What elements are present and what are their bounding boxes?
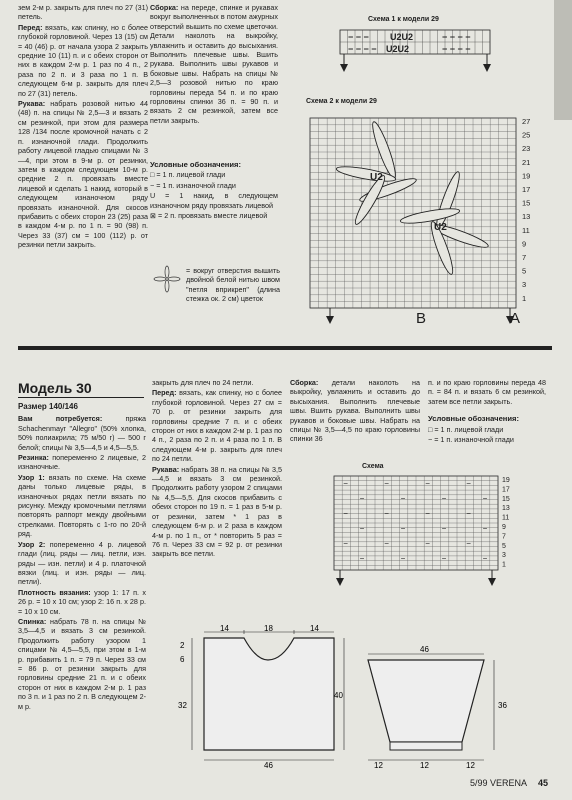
paragraph-text: детали наколоть на выкройку, увлажнить и оставить до высыхания. Выполнить плечевые швы. Вшить рукава. Выполнить швы рукавов и боковые швы. Набрать на спицы № 3,5—4,5 по краю горловины спинки 36 — [290, 378, 420, 444]
flower-symbol-icon — [152, 264, 182, 294]
bottom-column-2 — [152, 378, 282, 560]
scheme-diagram — [330, 472, 510, 590]
paragraph-heading: Рукава: — [18, 99, 46, 109]
paragraph — [18, 617, 146, 711]
row-number: 27 — [522, 117, 531, 126]
sleeve-dim-bottom-l: 12 — [374, 761, 383, 770]
legend-item: − = 1 п. изнаночной глади — [150, 180, 236, 190]
bottom-column-4 — [428, 378, 546, 445]
purl-mark: − — [359, 524, 365, 533]
svg-text:U2: U2 — [434, 222, 447, 233]
row-number: 5 — [522, 266, 527, 276]
purl-mark: − — [482, 554, 488, 563]
dim-right: 40 — [334, 691, 343, 700]
svg-text:U2U2: U2U2 — [390, 32, 414, 42]
row-number: 7 — [502, 533, 506, 541]
purl-mark: − — [441, 494, 447, 503]
footer-issue: 5/99 VERENA — [470, 778, 528, 788]
paragraph-text: на переде, спинке и рукавах вокруг выполненных в потом ажурных отверстий вышить по схеме цветочки. Детали наколоть на выкройку, увлажнить и оставить до высыхания. Выполнить плечевые швы. Вшить рукава. Выполнить швы рукавов и боковые швы. Набрать на спицы № 2,5—3 розовой нитью по краю горловины переда 54 п. и по краю горловины спинки 36 п. = 90 п. и вязать 2 см резинкой, затем все петли закрыть. — [150, 3, 278, 125]
purl-mark: − — [425, 509, 430, 518]
row-number: 15 — [502, 495, 510, 503]
top-legend — [150, 160, 278, 221]
row-number: 5 — [502, 542, 506, 550]
paragraph-text: узор 1: 17 п. x 26 р. = 10 x 10 см; узор 2: 16 п. x 28 р. = 10 x 10 см. — [18, 587, 146, 616]
purl-mark: − — [343, 479, 348, 488]
paragraph-text: набрать 78 п. на спицы № 3,5—4,5 и вязать 3 см резинкой. Продолжить работу узором 1 спицами № 4,5—5,5, при этом в 1-м р. прибавить 1 п. = 79 п. Через 33 см = 86 р. от резинки закрыть для горловины средние 21 п. и с обеих сторон от них в каждом 2-м р. 1 раз по 3 п. и 1 раз по 2 п. В следующем 2-м р. — [18, 616, 146, 711]
paragraph — [18, 99, 148, 250]
paragraph — [152, 378, 282, 387]
paragraph — [18, 23, 148, 98]
row-number: 25 — [522, 130, 531, 140]
paragraph-text: вязать по схеме. На схеме даны только лицевые ряды, в изнаночных рядах петли вязать по рисунку. Между кромочными петлями повторять раппорт между двойными стрелками. Повторять с 1-го по 20-й ряд. — [18, 472, 146, 539]
sleeve-dim-bottom-m: 12 — [420, 761, 429, 770]
page-edge-tab — [554, 0, 572, 120]
dim-left-a: 2 — [180, 641, 185, 650]
row-number: 1 — [502, 561, 506, 569]
row-number: 13 — [522, 212, 531, 222]
purl-mark: − — [343, 539, 348, 548]
section-divider — [18, 346, 552, 350]
purl-mark: − — [400, 524, 406, 533]
paragraph — [18, 540, 146, 587]
paragraph — [152, 388, 282, 463]
row-number: 9 — [522, 239, 527, 249]
paragraph-heading: Рукава: — [152, 464, 180, 474]
flower-legend — [186, 266, 280, 305]
row-number: 3 — [522, 280, 527, 290]
paragraph-heading: Вам потребуется: — [18, 414, 103, 424]
paragraph-heading: Плотность вязания: — [18, 587, 91, 597]
dim-left-b: 6 — [180, 655, 185, 664]
paragraph — [18, 473, 146, 539]
legend-item: □ = 1 п. лицевой глади — [150, 170, 226, 180]
paragraph-text: попеременно 4 р. лицевой глади (лиц. ряды — лиц. петли, изн. ряды — изн. петли) и 4 р. платочной вязки (лиц. и изн. ряды — лиц. петли). — [18, 539, 146, 587]
paragraph-text: пряжа Schachenmayr "Allegro" (50% хлопка, 50% полиакрила; 75 м/50 г) — 500 г белой; спицы № 3,5—4,5 и 4,5—5,5. — [18, 414, 146, 452]
purl-mark: − — [482, 494, 488, 503]
legend-title: Условные обозначения: — [150, 160, 242, 169]
scheme2-label-b: B — [416, 310, 427, 327]
row-number: 1 — [522, 293, 527, 303]
purl-mark: − — [482, 524, 488, 533]
row-number: 17 — [522, 185, 531, 194]
scheme1-title: Схема 1 к модели 29 — [368, 16, 439, 23]
row-number: 3 — [502, 552, 506, 560]
paragraph-heading: Сборка: — [290, 378, 319, 387]
purl-mark: − — [400, 494, 406, 503]
title-underline — [18, 397, 144, 398]
purl-mark: − — [359, 494, 365, 503]
paragraph-text: зем 2-м р. закрыть для плеч по 27 (31) петель. — [18, 3, 148, 22]
paragraph — [290, 378, 420, 444]
bottom-column-3 — [290, 378, 420, 445]
scheme2-label-a: A — [510, 310, 521, 327]
purl-mark: − — [359, 554, 365, 563]
dim-bottom: 46 — [264, 761, 273, 770]
paragraph-text: набрать 38 п. на спицы № 3,5—4,5 и вязать 3 см резинкой. Продолжить работу узором 2 спицами № 4,5—5,5. Для скосов прибавить с обеих сторон по 19 п. = 1 раз в 5-м р. от резинки, затем * 1 раз в следующем 6-м р. и 2 раза в каждом 4-м р. по 1 п., от * повторить 5 раз = 76 п. Через 33 см = 92 р. от резинки закрыть все петли. — [152, 464, 282, 559]
purl-mark: − — [466, 539, 471, 548]
legend-item: U = 1 накид, в следующем изнаночном ряду провязать лицевой — [150, 191, 278, 210]
paragraph-heading: Узор 2: — [18, 539, 46, 549]
dim-top-mid: 18 — [264, 624, 273, 633]
body-pattern-diagram — [178, 624, 354, 770]
purl-mark: − — [384, 479, 389, 488]
scheme2-diagram — [300, 108, 548, 338]
paragraph-heading: Перед: — [152, 388, 177, 398]
row-number: 13 — [502, 505, 510, 513]
flower-legend-text: = вокруг отверстия вышить двойной белой нитью швом "петля вприкреп" (длина стежка ок. 2 см) цветок — [186, 266, 280, 304]
legend-item: □ = 1 п. лицевой глади — [428, 424, 504, 434]
row-number: 11 — [522, 225, 530, 235]
legend-item: − = 1 п. изнаночной глади — [428, 435, 514, 445]
sleeve-pattern-diagram — [362, 646, 522, 768]
row-number: 17 — [502, 486, 510, 494]
size-label: Размер 140/146 — [18, 402, 78, 411]
svg-text:− − − −: − − − − — [348, 44, 377, 54]
scheme-title: Схема — [362, 463, 384, 470]
top-column-2 — [150, 3, 278, 126]
page-number: 45 — [538, 778, 549, 788]
paragraph-heading: Узор 1: — [18, 472, 45, 482]
top-column-1 — [18, 3, 148, 251]
paragraph-text: попеременно 2 лицевые, 2 изнаночные. — [18, 453, 146, 472]
paragraph — [18, 3, 148, 22]
paragraph-heading: Сборка: — [150, 3, 179, 12]
purl-mark: − — [400, 554, 406, 563]
row-number: 19 — [522, 171, 531, 181]
paragraph-heading: Перед: — [18, 22, 43, 32]
paragraph-text: п. и по краю горловины переда 48 п. = 84 п. и вязать 6 см резинкой, затем все петли закрыть. — [428, 378, 546, 406]
purl-mark: − — [466, 479, 471, 488]
row-number: 23 — [522, 144, 531, 154]
paragraph — [152, 465, 282, 559]
row-number: 15 — [522, 198, 531, 208]
purl-mark: − — [425, 539, 430, 548]
purl-mark: − — [384, 539, 389, 548]
paragraph-text: закрыть для плеч по 24 петли. — [152, 378, 254, 387]
dim-top-right: 14 — [310, 624, 319, 633]
paragraph — [18, 453, 146, 472]
paragraph-text: вязать, как спинку, но с более глубокой горловиной. Через 13 (15) см = 40 (46) р. от начала узора 2 закрыть средние 10 (11) п. и с обеих сторон от них в каждом 2-м р. 1 раз по 4 п., 2 раза по 2 п. и 3 раза по 1 п. В следующем 6-м р. закрыть для плеч по 27 (31) петель. — [18, 22, 148, 98]
paragraph-text: вязать, как спинку, но с более глубокой горловиной. Через 27 см = 70 р. от резинки закрыть для горловины средние 7 п. и с обеих сторон от них в каждом 2-м р. 1 раз по 4 п., 2 раза по 2 п. и 4 раза по 1 п. В следующем 4-м р. закрыть для плеч по 24 петли. — [152, 388, 282, 464]
sleeve-dim-right: 36 — [498, 701, 507, 710]
legend-title-2: Условные обозначения: — [428, 414, 520, 424]
bottom-column-1 — [18, 402, 146, 712]
legend-item: ⊠ = 2 п. провязать вместе лицевой — [150, 211, 268, 221]
scheme2-title: Схема 2 к модели 29 — [306, 98, 377, 105]
svg-text:− − −: − − − — [348, 32, 369, 42]
purl-mark: − — [384, 509, 389, 518]
purl-mark: − — [425, 479, 430, 488]
paragraph-text: набрать розовой нитью 44 (48) п. на спицы № 2,5—3 и вязать 2 см резинкой, при этом для размера 128 /134 после кромочной начать с 2 п. изнаночной глади. Продолжить работу лицевой гладью спицами № 3—4, при этом в 9-м р. от резинки, затем в каждом следующем 10-м р. средние 2 п. провязать вместе лицевой и сделать 1 накид, который в следующем изнаночном ряду провязать изнаночной. Для скосов прибавить с обеих сторон 23 (25) раза в каждом 4-м р. по 1 п. = 90 (98) п. Через 33 (37) см = 100 (112) р. от резинки петли закрыть. — [18, 99, 148, 250]
dim-left-c: 32 — [178, 701, 187, 710]
model-title: Модель 30 — [18, 380, 92, 396]
scheme1-diagram — [330, 26, 500, 76]
paragraph — [150, 3, 278, 125]
row-number: 11 — [502, 514, 510, 522]
row-number: 21 — [522, 157, 531, 167]
paragraph — [18, 414, 146, 452]
paragraph-heading: Спинка: — [18, 616, 47, 626]
svg-text:− − − −: − − − − — [442, 44, 471, 54]
purl-mark: − — [441, 554, 447, 563]
purl-mark: − — [441, 524, 447, 533]
svg-text:U2U2: U2U2 — [386, 44, 410, 54]
paragraph — [18, 588, 146, 616]
paragraph-heading: Резинка: — [18, 453, 49, 463]
row-number: 7 — [522, 253, 527, 262]
sleeve-dim-bottom-r: 12 — [466, 761, 475, 770]
purl-mark: − — [466, 509, 471, 518]
row-number: 9 — [502, 524, 506, 531]
row-number: 19 — [502, 477, 510, 484]
purl-mark: − — [343, 509, 348, 518]
paragraph — [428, 378, 546, 406]
sleeve-dim-top: 46 — [420, 645, 429, 654]
svg-text:U2: U2 — [370, 172, 383, 183]
svg-text:− − − −: − − − − — [442, 32, 471, 42]
dim-top-left: 14 — [220, 624, 229, 633]
